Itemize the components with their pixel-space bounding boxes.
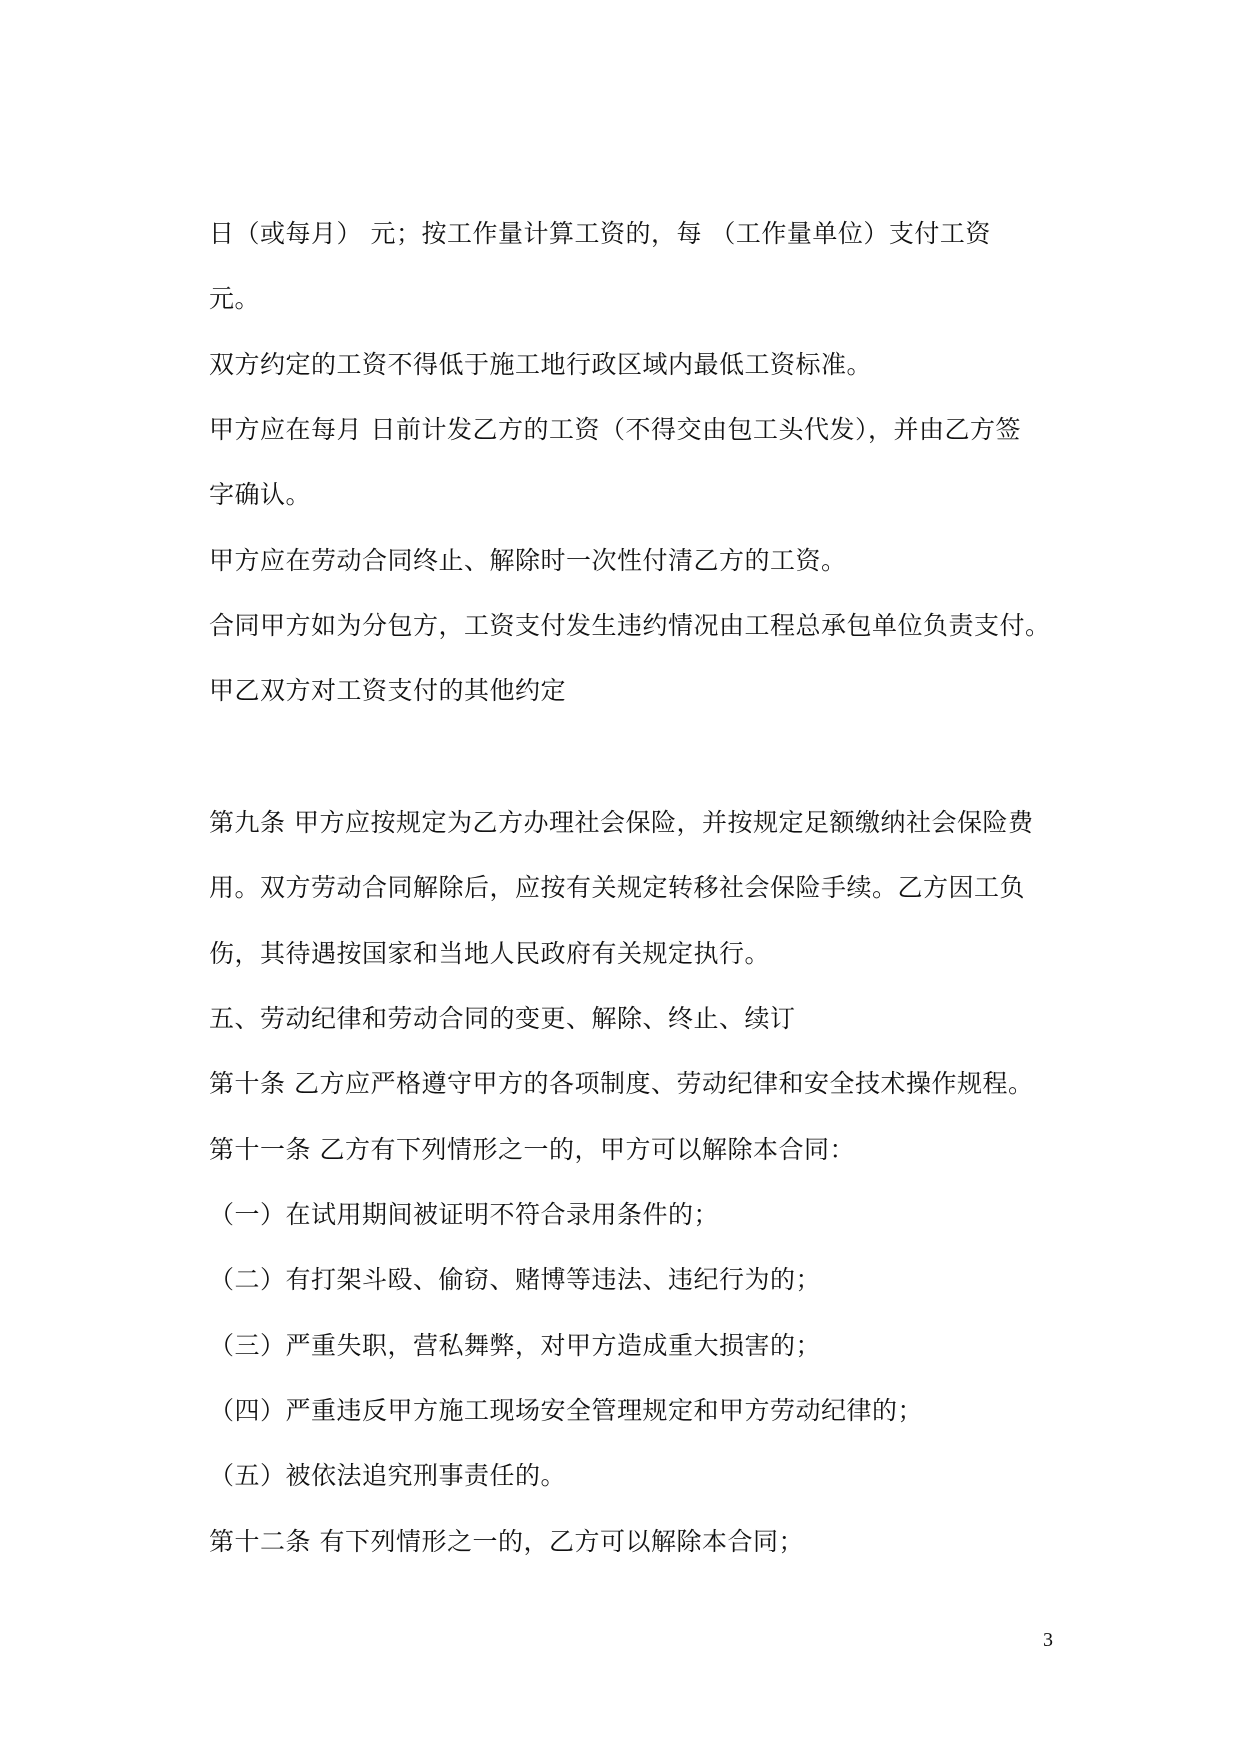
paragraph-line: 字确认。 xyxy=(209,480,312,509)
article-11-line: 第十一条 乙方有下列情形之一的，甲方可以解除本合同： xyxy=(209,1135,855,1164)
article-10-line: 第十条 乙方应严格遵守甲方的各项制度、劳动纪律和安全技术操作规程。 xyxy=(209,1069,1034,1098)
paragraph-line: 用。双方劳动合同解除后，应按有关规定转移社会保险手续。乙方因工负 xyxy=(209,873,1026,902)
paragraph-line: 双方约定的工资不得低于施工地行政区域内最低工资标准。 xyxy=(209,350,873,379)
paragraph-line: 元。 xyxy=(209,284,261,313)
paragraph-line: 甲方应在每月 日前计发乙方的工资（不得交由包工头代发），并由乙方签 xyxy=(209,415,1021,444)
list-item: （五）被依法追究刑事责任的。 xyxy=(209,1461,567,1490)
paragraph-line: 甲方应在劳动合同终止、解除时一次性付清乙方的工资。 xyxy=(209,546,847,575)
article-9-line: 第九条 甲方应按规定为乙方办理社会保险，并按规定足额缴纳社会保险费 xyxy=(209,808,1034,837)
paragraph-line: 甲乙双方对工资支付的其他约定 xyxy=(209,676,567,705)
article-12-line: 第十二条 有下列情形之一的，乙方可以解除本合同； xyxy=(209,1527,804,1556)
list-item: （三）严重失职，营私舞弊，对甲方造成重大损害的； xyxy=(209,1331,822,1360)
section-heading: 五、劳动纪律和劳动合同的变更、解除、终止、续订 xyxy=(209,1004,796,1033)
list-item: （二）有打架斗殴、偷窃、赌博等违法、违纪行为的； xyxy=(209,1265,822,1294)
page-number: 3 xyxy=(1043,1629,1053,1651)
list-item: （四）严重违反甲方施工现场安全管理规定和甲方劳动纪律的； xyxy=(209,1396,924,1425)
paragraph-line: 日（或每月） 元；按工作量计算工资的，每 （工作量单位）支付工资 xyxy=(209,219,991,248)
paragraph-line: 合同甲方如为分包方，工资支付发生违约情况由工程总承包单位负责支付。 xyxy=(209,611,1051,640)
paragraph-line: 伤，其待遇按国家和当地人民政府有关规定执行。 xyxy=(209,939,771,968)
list-item: （一）在试用期间被证明不符合录用条件的； xyxy=(209,1200,720,1229)
